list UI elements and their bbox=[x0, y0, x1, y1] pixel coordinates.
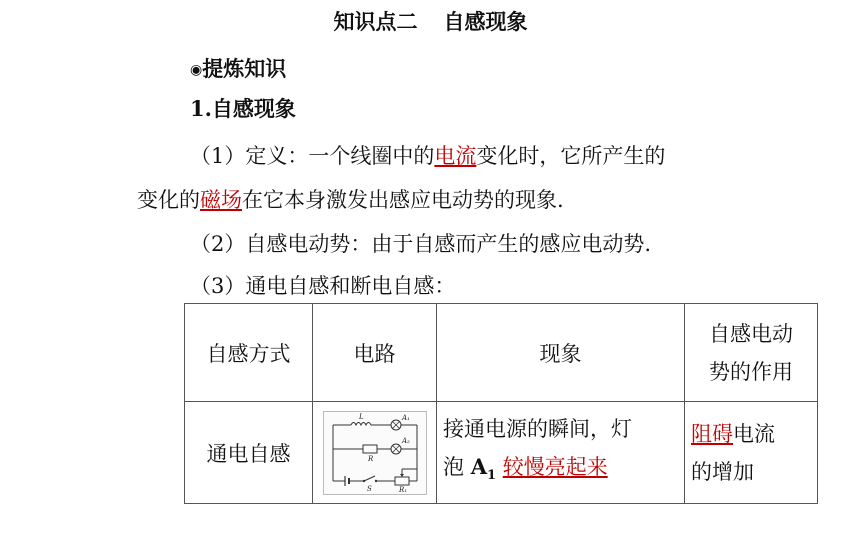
effect-line-1 bbox=[691, 415, 817, 453]
title-part-2: 自感现象 bbox=[443, 10, 528, 34]
section-heading bbox=[190, 53, 286, 83]
definition-line2-pre: 变化的 bbox=[137, 188, 200, 212]
bullet-icon: ◉ bbox=[190, 62, 203, 78]
header-effect-line-1: 自感电动 bbox=[709, 321, 793, 346]
table-row bbox=[185, 402, 818, 504]
row-mode: 通电自感 bbox=[185, 402, 313, 504]
header-effect bbox=[685, 304, 818, 402]
header-mode: 自感方式 bbox=[185, 304, 313, 402]
header-circuit: 电路 bbox=[313, 304, 437, 402]
types-heading: （3）通电自感和断电自感： bbox=[190, 274, 456, 298]
header-phenomenon: 现象 bbox=[437, 304, 685, 402]
effect-line1-post: 电流 bbox=[733, 421, 775, 446]
phenomenon-line-2 bbox=[443, 448, 684, 495]
table-header-row bbox=[185, 304, 818, 402]
keyword-slowly-light: 较慢亮起来 bbox=[502, 454, 608, 479]
row-effect bbox=[685, 402, 818, 504]
heading-text: 提炼知识 bbox=[202, 57, 287, 81]
keyword-magnetic-field: 磁场 bbox=[200, 188, 242, 212]
phenomenon-prefix: 泡 bbox=[443, 454, 471, 479]
definition-mid: 变化时，它所产生的 bbox=[476, 144, 666, 168]
header-effect-line-2: 势的作用 bbox=[709, 359, 793, 384]
lamp-subscript: 1 bbox=[486, 468, 497, 484]
effect-line-2: 的增加 bbox=[691, 459, 754, 484]
phenomenon-line-1: 接通电源的瞬间，灯 bbox=[443, 416, 632, 441]
lamp-name: A bbox=[470, 453, 487, 479]
definition-line-2 bbox=[137, 184, 564, 214]
label-resistor: R bbox=[367, 454, 373, 463]
label-lamp-a1: A₁ bbox=[401, 413, 410, 422]
title-part-1: 知识点二 bbox=[333, 10, 418, 34]
keyword-current: 电流 bbox=[434, 144, 477, 168]
definition-line2-post: 在它本身激发出感应电动势的现象. bbox=[242, 188, 564, 212]
circuit-diagram bbox=[323, 411, 427, 495]
page-title bbox=[0, 6, 861, 36]
row-phenomenon bbox=[437, 402, 685, 504]
self-induction-table bbox=[184, 303, 818, 504]
keyword-hinder: 阻碍 bbox=[691, 421, 733, 446]
label-switch: S bbox=[366, 484, 372, 493]
circuit-cell bbox=[313, 402, 437, 504]
subsection-title: 1.自感现象 bbox=[190, 96, 296, 121]
label-rheostat: R₁ bbox=[398, 485, 407, 494]
label-lamp-a2: A₂ bbox=[401, 436, 410, 445]
emf-definition: （2）自感电动势：由于自感而产生的感应电动势. bbox=[190, 232, 652, 256]
label-inductor: L bbox=[358, 412, 364, 421]
definition-line-1 bbox=[190, 140, 665, 170]
definition-prefix: （1）定义：一个线圈中的 bbox=[190, 144, 435, 168]
